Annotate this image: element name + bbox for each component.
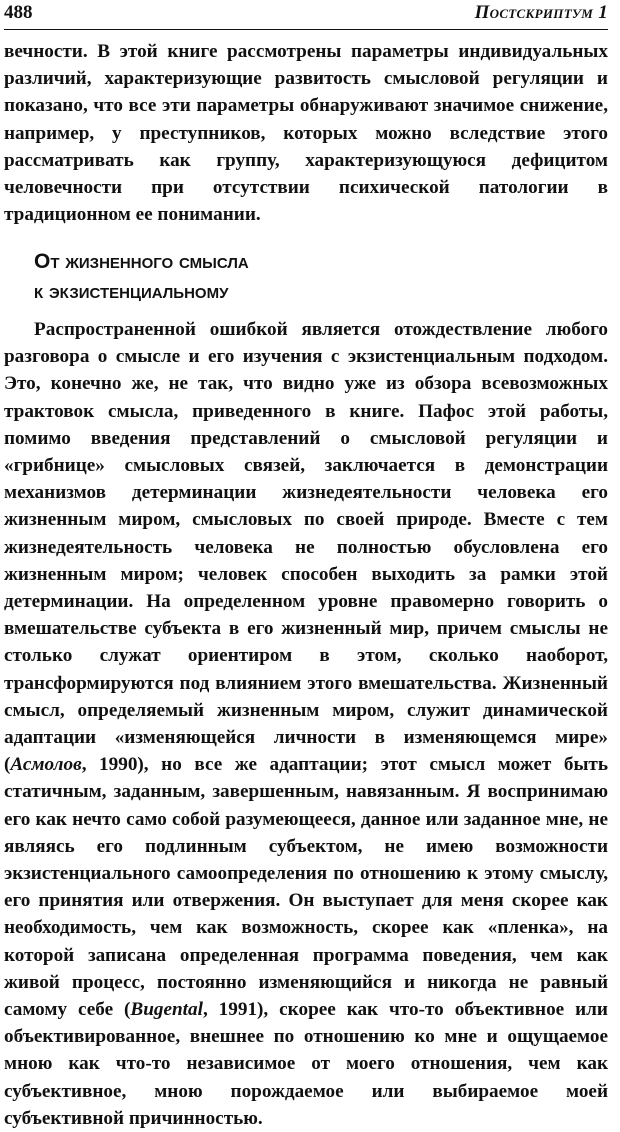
running-head: Постскриптум 1 xyxy=(474,2,608,23)
header-rule xyxy=(4,29,608,30)
citation-author-bugental: Bugental xyxy=(130,999,203,1021)
page-number: 488 xyxy=(4,2,33,23)
page-header xyxy=(4,0,608,30)
citation-author-asmolov: Асмолов xyxy=(10,754,82,776)
paragraph-main xyxy=(4,316,608,1132)
paragraph-text-part-1: Распространенной ошибкой является отождествление любого разговора о смысле и его изучения с экзистенциальным подходом. Это, конечно же, не так, что видно уже из обзора всевозможных трактовок смысла, приведенного в книге. Пафос этой работы, помимо введения представлений о смысловой регуляции и «грибнице» смысловых связей, заключается в демонстрации механизмов детерминации жизнедеятельности человека его жизненным миром, смысловых по своей природе. Вместе с тем жизнедеятельность человека не полностью обусловлена его жизненным миром; человек способен выходить за рамки этой детерминации. На определенном уровне правомерно говорить о вмешательстве субъекта в его жизненный мир, причем смыслы не столько служат ориентиром в этом, сколько наоборот, трансформируются под влиянием этого вмешательства. Жизненный смысл, определяемый жизненным миром, служит динамической адаптации «изменяющейся личности в изменяющемся мире» ( xyxy=(4,319,608,776)
section-heading-line-1: От жизненного смысла xyxy=(34,250,249,273)
section-heading xyxy=(34,247,574,307)
paragraph-text-part-2: , 1990), но все же адаптации; этот смысл может быть статичным, заданным, завершенным, навязанным. Я воспринимаю его как нечто само собой разумеющееся, данное или заданное мне, не являясь его подлинным субъектом, не имею возможности экзистенциального самоопределения по отношению к этому смыслу, его принятия или отвержения. Он выступает для меня скорее как необходимость, чем как возможность, скорее как «пленка», на которой записана определенная программа поведения, чем как живой процесс, постоянно изменяющийся и никогда не равный самому себе ( xyxy=(4,754,608,1021)
section-heading-line-2: к экзистенциальному xyxy=(34,280,229,303)
paragraph-continued: вечности. В этой книге рассмотрены параметры индивидуальных различий, характеризующие развитость смысловой регуляции и показано, что все эти параметры обнаруживают значимое снижение, например, у преступников, которых можно вследствие этого рассматривать как группу, характеризующуюся дефицитом человечности при отсутствии психической патологии в традиционном ее понимании. xyxy=(4,41,608,226)
paragraph-text-part-3: , 1991), скорее как что-то объективное или объективированное, внешнее по отношению ко мне и ощущаемое мною как что-то независимое от моего отношения, чем как субъективное, мною порождаемое или выбираемое моей субъективной причинностью. xyxy=(4,999,608,1129)
